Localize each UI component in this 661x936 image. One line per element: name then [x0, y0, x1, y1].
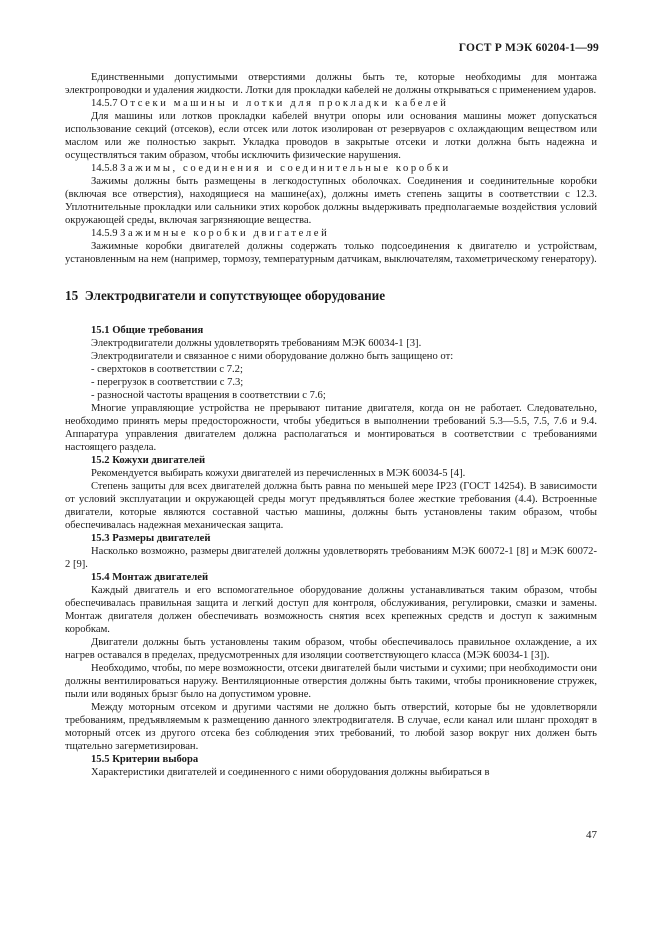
- subsection-heading-15-1: 15.1 Общие требования: [91, 325, 204, 336]
- list-item: - перегрузок в соответствии с 7.3;: [91, 377, 244, 388]
- paragraph: Зажимы должны быть размещены в легкодоступных оболочках. Соединения и соединительные коробки (включая все отверстия), находящиеся на машине(ах), должны иметь степень защиты в соответствии с 12.3. Уплотнительные прокладки или сальники этих коробок должны выдерживать предполагаемые воздействия условий окружающей среды, включая загрязняющие вещества.: [65, 176, 597, 226]
- paragraph: Двигатели должны быть установлены таким образом, чтобы обеспечивалось правильное охлаждение, а их нагрев оставался в пределах, предусмотренных для изоляции соответствующего класса (МЭК 60034-1 [3]).: [65, 637, 597, 661]
- subsection-heading-15-2: 15.2 Кожухи двигателей: [91, 455, 206, 466]
- paragraph: Между моторным отсеком и другими частями не должно быть отверстий, которые бы не удовлетворяли требованиям, предъявляемым к размещению данного электродвигателя. В случае, если канал или шланг проходят в моторный отсек из другого отсека без соблюдения этих требований, то любой зазор вокруг них должен быть тщательно загерметизирован.: [65, 702, 597, 752]
- paragraph: Рекомендуется выбирать кожухи двигателей из перечисленных в МЭК 60034-5 [4].: [91, 468, 466, 479]
- standard-code: ГОСТ Р МЭК 60204-1—99: [458, 42, 599, 54]
- subsection-heading-15-3: 15.3 Размеры двигателей: [91, 533, 211, 544]
- paragraph: Насколько возможно, размеры двигателей должны удовлетворять требованиям МЭК 60072-1 [8] и МЭК 60072-2 [9].: [65, 546, 597, 570]
- paragraph: Каждый двигатель и его вспомогательное оборудование должны устанавливаться таким образом, чтобы обеспечивалась правильная защита и легкий доступ для контроля, обслуживания, регулировки, смазки и замены. Монтаж двигателя должен обеспечивать возможность снятия всех крепежных средств и доступ к зажимным коробкам.: [65, 585, 597, 635]
- paragraph: Характеристики двигателей и соединенного с ними оборудования должны выбираться в: [91, 767, 490, 778]
- subsection-heading-15-5: 15.5 Критерии выбора: [91, 754, 199, 765]
- page-number: 47: [586, 829, 597, 841]
- paragraph: Электродвигатели и связанное с ними оборудование должно быть защищено от:: [91, 351, 454, 362]
- clause-heading-14-5-8: 14.5.8 Зажимы, соединения и соединительные коробки: [91, 163, 451, 174]
- paragraph: Необходимо, чтобы, по мере возможности, отсеки двигателей были чистыми и сухими; при необходимости они должны вентилироваться наружу. Вентиляционные отверстия должны быть такими, чтобы проникновение стружек, пыли или водяных брызг было на допустимом уровне.: [65, 663, 597, 700]
- page-content: [65, 71, 597, 779]
- list-item: - разносной частоты вращения в соответствии с 7.6;: [91, 390, 326, 401]
- paragraph: Зажимные коробки двигателей должны содержать только подсоединения к двигателю и устройствам, установленным на нем (например, тормозу, температурным датчикам, выключателям, тахометрическому генератору).: [65, 241, 597, 265]
- list-item: - сверхтоков в соответствии с 7.2;: [91, 364, 243, 375]
- paragraph: Для машины или лотков прокладки кабелей внутри опоры или основания машины может допускаться использование секций (отсеков), если отсек или лоток изолирован от резервуаров с охлаждающим веществом или маслом или же полностью закрыт. Укладка проводов в закрытые отсеки и лотки должна быть надежна и осуществляться таким образом, чтобы исключить физические нарушения.: [65, 111, 597, 161]
- paragraph: Электродвигатели должны удовлетворять требованиям МЭК 60034-1 [3].: [91, 338, 422, 349]
- clause-heading-14-5-7: 14.5.7 Отсеки машины и лотки для прокладки кабелей: [91, 98, 449, 109]
- paragraph: Степень защиты для всех двигателей должна быть равна по меньшей мере IP23 (ГОСТ 14254). В зависимости от условий эксплуатации и окружающей среды могут предъявляться более жесткие требования (4.4). Встроенные двигатели, которые являются составной частью машины, должны быть установлены таким образом, чтобы обеспечивалась надежная механическая защита.: [65, 481, 597, 531]
- subsection-heading-15-4: 15.4 Монтаж двигателей: [91, 572, 209, 583]
- paragraph: Многие управляющие устройства не прерывают питание двигателя, когда он не работает. Следовательно, необходимо принять меры предосторожности, чтобы убедиться в выполнении требований 5.3—5.5, 7.5, 7.6 и 9.4. Аппаратура управления двигателем должна располагаться и монтироваться в соответствии с требованиями настоящего раздела.: [65, 403, 597, 453]
- paragraph: Единственными допустимыми отверстиями должны быть те, которые необходимы для монтажа электропроводки и удаления жидкости. Лотки для прокладки кабелей не должны открываться с применением ударов.: [65, 72, 597, 96]
- clause-heading-14-5-9: 14.5.9 Зажимные коробки двигателей: [91, 228, 330, 239]
- section-heading-15: 15 Электродвигатели и сопутствующее оборудование: [65, 288, 386, 303]
